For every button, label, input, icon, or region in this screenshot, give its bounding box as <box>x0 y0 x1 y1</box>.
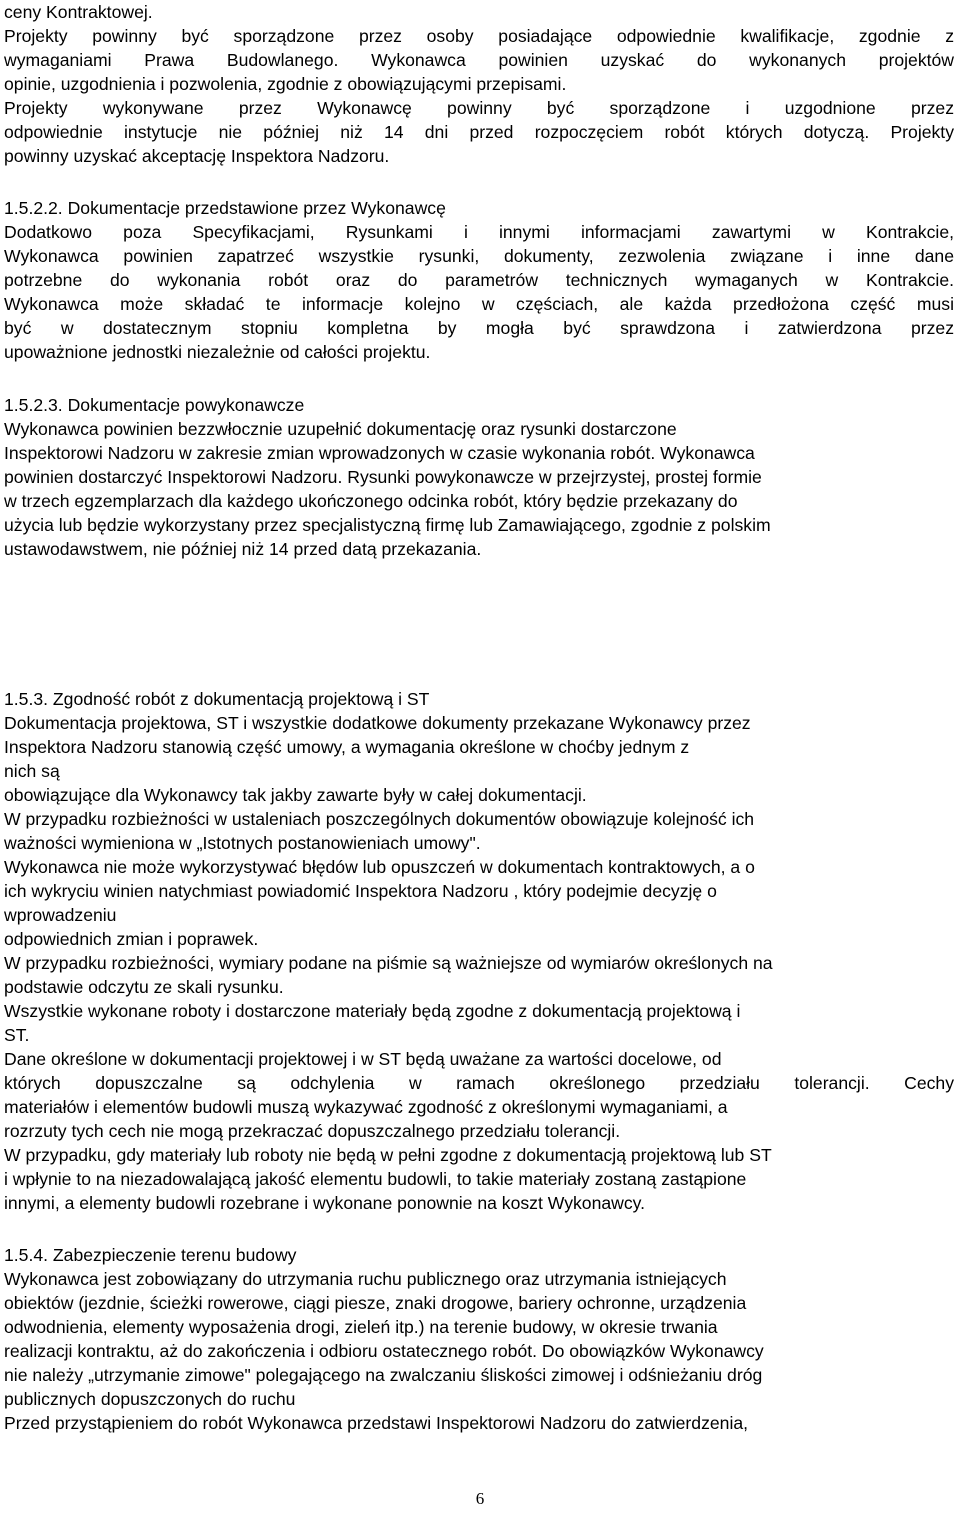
text-line: Inspektorowi Nadzoru w zakresie zmian wprowadzonych w czasie wykonania robót. Wykonawca <box>4 443 755 463</box>
text-line: realizacji kontraktu, aż do zakończenia i odbioru ostatecznego robót. Do obowiązków Wykonawcy <box>4 1341 764 1361</box>
text-line: innymi, a elementy budowli rozebrane i wykonane ponownie na koszt Wykonawcy. <box>4 1193 646 1213</box>
text-line: Wykonawca powinien bezzwłocznie uzupełnić dokumentację oraz rysunki dostarczone <box>4 419 677 439</box>
text-line: Dane określone w dokumentacji projektowej i w ST będą uważane za wartości docelowe, od <box>4 1049 722 1069</box>
text-line: wprowadzeniu <box>4 905 117 925</box>
text-line: upoważnione jednostki niezależnie od całości projektu. <box>4 342 431 362</box>
text-line: opinie, uzgodnienia i pozwolenia, zgodnie z obowiązującymi przepisami. <box>4 74 567 94</box>
text-line: W przypadku, gdy materiały lub roboty nie będą w pełni zgodne z dokumentacją projektową lub ST <box>4 1145 772 1165</box>
text-line: rozrzuty tych cech nie mogą przekraczać dopuszczalnego przedziału tolerancji. <box>4 1121 621 1141</box>
section-heading: 1.5.4. Zabezpieczenie terenu budowy <box>4 1245 297 1265</box>
text-line: nie należy „utrzymanie zimowe" polegającego na zwalczaniu śliskości zimowej i odśnieżaniu dróg <box>4 1365 763 1385</box>
text-line: ich wykryciu winien natychmiast powiadomić Inspektora Nadzoru , który podejmie decyzję o <box>4 881 717 901</box>
text-line: ceny Kontraktowej. <box>4 2 153 22</box>
text-line: W przypadku rozbieżności w ustaleniach poszczególnych dokumentów obowiązuje kolejność ich <box>4 809 755 829</box>
text-line: użycia lub będzie wykorzystany przez specjalistyczną firmę lub Zamawiającego, zgodnie z polskim <box>4 515 771 535</box>
text-line: ST. <box>4 1025 30 1045</box>
section-heading: 1.5.3. Zgodność robót z dokumentacją projektową i ST <box>4 689 430 709</box>
text-line: powinien dostarczyć Inspektorowi Nadzoru. Rysunki powykonawcze w przejrzystej, prostej formie <box>4 467 762 487</box>
text-line: W przypadku rozbieżności, wymiary podane na piśmie są ważniejsze od wymiarów określonych na <box>4 953 773 973</box>
text-line: powinny uzyskać akceptację Inspektora Nadzoru. <box>4 146 390 166</box>
text-line: podstawie odczytu ze skali rysunku. <box>4 977 284 997</box>
text-line: odpowiednie instytucje nie później niż 14 dni przed rozpoczęciem robót których dotyczą. Projekty <box>4 122 954 142</box>
text-line: Wykonawca powinien zapatrzeć wszystkie rysunki, dokumenty, zezwolenia związane i inne dane <box>4 246 954 266</box>
text-line: potrzebne do wykonania robót oraz do parametrów technicznych wymaganych w Kontrakcie. <box>4 270 954 290</box>
text-line: wymaganiami Prawa Budowlanego. Wykonawca powinien uzyskać do wykonanych projektów <box>4 50 954 70</box>
text-line: Wykonawca nie może wykorzystywać błędów lub opuszczeń w dokumentach kontraktowych, a o <box>4 857 755 877</box>
text-line: Wykonawca może składać te informacje kolejno w częściach, ale każda przedłożona część musi <box>4 294 954 314</box>
text-line: Dokumentacja projektowa, ST i wszystkie dodatkowe dokumenty przekazane Wykonawcy przez <box>4 713 751 733</box>
text-line: ważności wymieniona w „Istotnych postanowieniach umowy". <box>4 833 481 853</box>
text-line: być w dostatecznym stopniu kompletna by mogła być sprawdzona i zatwierdzona przez <box>4 318 954 338</box>
text-line: ustawodawstwem, nie później niż 14 przed datą przekazania. <box>4 539 482 559</box>
text-line: Wykonawca jest zobowiązany do utrzymania ruchu publicznego oraz utrzymania istniejących <box>4 1269 727 1289</box>
text-line: odpowiednich zmian i poprawek. <box>4 929 259 949</box>
text-line: Inspektora Nadzoru stanowią część umowy, a wymagania określone w choćby jednym z <box>4 737 690 757</box>
section-heading: 1.5.2.3. Dokumentacje powykonawcze <box>4 395 305 415</box>
text-line: publicznych dopuszczonych do ruchu <box>4 1389 296 1409</box>
text-line: obowiązujące dla Wykonawcy tak jakby zawarte były w całej dokumentacji. <box>4 785 587 805</box>
text-line: nich są <box>4 761 60 781</box>
text-line: Projekty powinny być sporządzone przez osoby posiadające odpowiednie kwalifikacje, zgodnie z <box>4 26 954 46</box>
text-line: materiałów i elementów budowli muszą wykazywać zgodność z określonymi wymaganiami, a <box>4 1097 728 1117</box>
text-line: Dodatkowo poza Specyfikacjami, Rysunkami i innymi informacjami zawartymi w Kontrakcie, <box>4 222 954 242</box>
text-line: Przed przystąpieniem do robót Wykonawca przedstawi Inspektorowi Nadzoru do zatwierdzenia, <box>4 1413 749 1433</box>
text-line: odwodnienia, elementy wyposażenia drogi, zieleń itp.) na terenie budowy, w okresie trwania <box>4 1317 718 1337</box>
text-line: obiektów (jezdnie, ścieżki rowerowe, ciągi piesze, znaki drogowe, bariery ochronne, urządzenia <box>4 1293 747 1313</box>
text-line: Wszystkie wykonane roboty i dostarczone materiały będą zgodne z dokumentacją projektową i <box>4 1001 741 1021</box>
section-heading: 1.5.2.2. Dokumentacje przedstawione przez Wykonawcę <box>4 198 446 218</box>
page-number: 6 <box>475 1489 485 1508</box>
text-line: Projekty wykonywane przez Wykonawcę powinny być sporządzone i uzgodnione przez <box>4 98 954 118</box>
text-line: w trzech egzemplarzach dla każdego ukończonego odcinka robót, który będzie przekazany do <box>4 491 738 511</box>
text-line: których dopuszczalne są odchylenia w ramach określonego przedziału tolerancji. Cechy <box>4 1073 954 1093</box>
text-line: i wpłynie to na niezadowalającą jakość elementu budowli, to takie materiały zostaną zastąpione <box>4 1169 747 1189</box>
